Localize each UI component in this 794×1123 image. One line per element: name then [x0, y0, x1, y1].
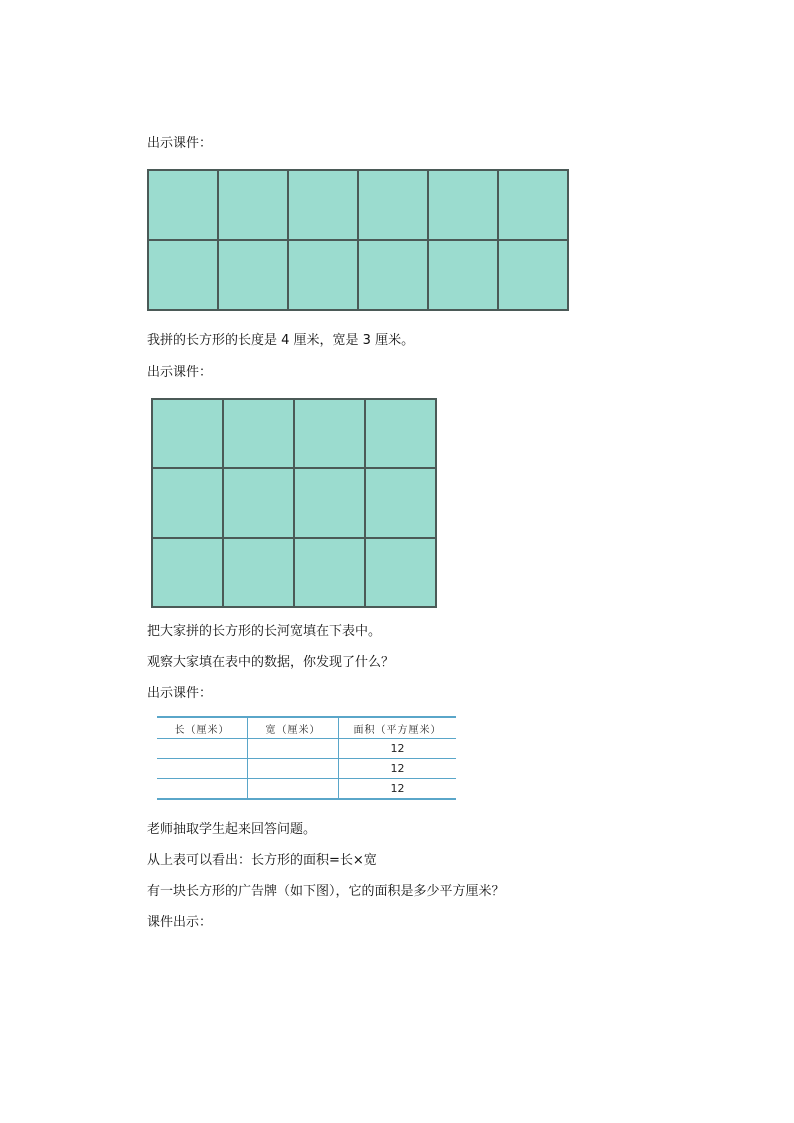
paragraph-7: 老师抽取学生起来回答问题。 — [147, 822, 317, 837]
cell-width — [248, 779, 339, 800]
table-row — [157, 779, 456, 800]
square-grid-2x6 — [147, 169, 569, 311]
cell-area: 12 — [339, 759, 457, 779]
paragraph-1: 出示课件： — [147, 136, 213, 151]
cell-width — [248, 759, 339, 779]
cell-width — [248, 739, 339, 759]
paragraph-9: 有一块长方形的广告牌（如下图），它的面积是多少平方厘米？ — [147, 884, 505, 899]
cell-length — [157, 739, 248, 759]
paragraph-4: 把大家拼的长方形的长河宽填在下表中。 — [147, 624, 382, 639]
cell-length — [157, 759, 248, 779]
header-length: 长（厘米） — [157, 717, 248, 739]
paragraph-10: 课件出示： — [147, 915, 213, 930]
paragraph-5: 观察大家填在表中的数据，你发现了什么？ — [147, 655, 395, 670]
table-row — [157, 759, 456, 779]
square-grid-3x4 — [151, 398, 437, 608]
header-width: 宽（厘米） — [248, 717, 339, 739]
paragraph-6: 出示课件： — [147, 686, 213, 701]
cell-length — [157, 779, 248, 800]
grid-3x4-table — [151, 398, 437, 608]
paragraph-3: 出示课件： — [147, 365, 213, 380]
paragraph-8: 从上表可以看出：长方形的面积=长×宽 — [147, 853, 377, 868]
length-width-area-table — [157, 716, 456, 800]
grid-2x6-table — [147, 169, 569, 311]
table-row — [157, 739, 456, 759]
header-area: 面积（平方厘米） — [339, 717, 457, 739]
cell-area: 12 — [339, 779, 457, 800]
paragraph-2: 我拼的长方形的长度是 4 厘米，宽是 3 厘米。 — [147, 333, 415, 348]
cell-area: 12 — [339, 739, 457, 759]
